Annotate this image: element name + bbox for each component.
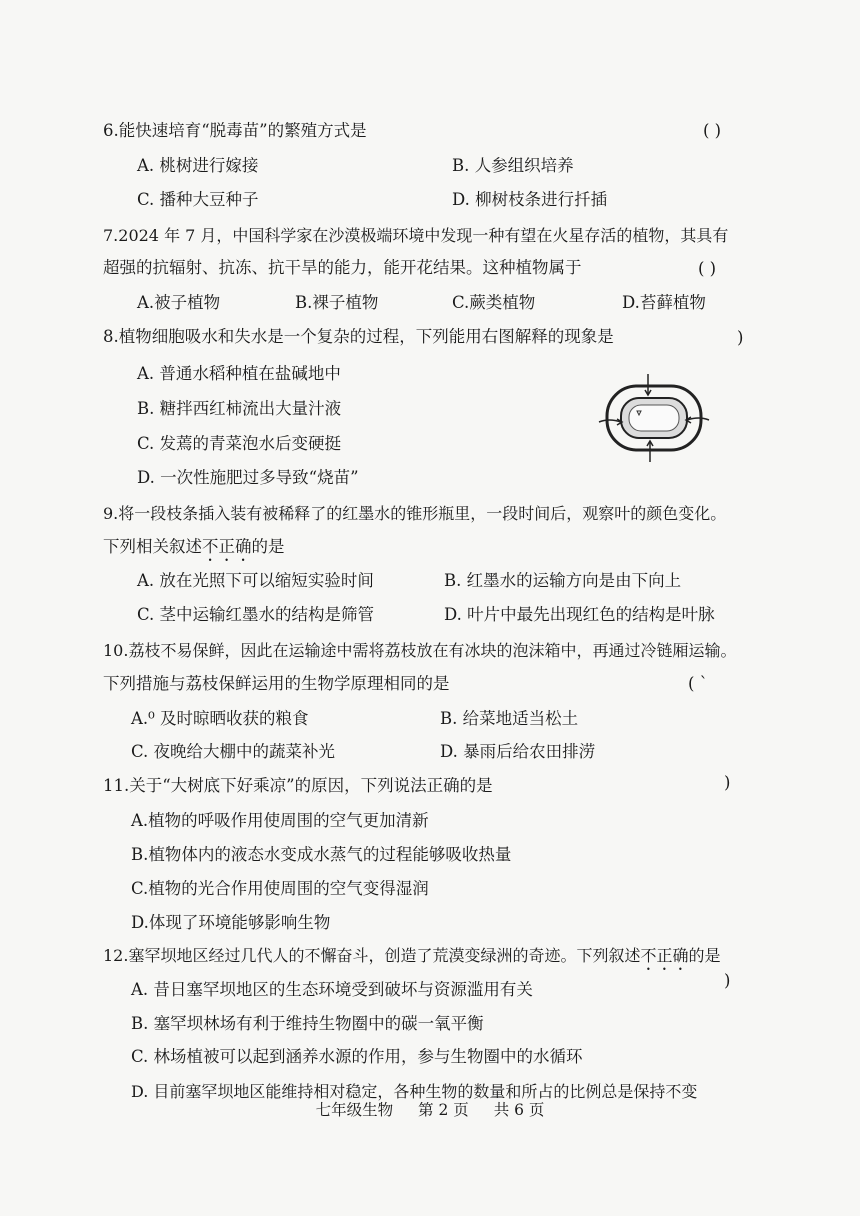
page-footer bbox=[0, 1098, 860, 1120]
q12-stem-part3: 的是 bbox=[688, 946, 721, 965]
q12-option-c: C. 林场植被可以起到涵养水源的作用，参与生物圈中的水循环 bbox=[131, 1047, 583, 1066]
q8-answer-bracket: ) bbox=[737, 328, 744, 347]
q10-stem-line2: 下列措施与荔枝保鲜运用的生物学原理相同的是 bbox=[103, 674, 450, 693]
q7-stem-line2: 超强的抗辐射、抗冻、抗干旱的能力，能开花结果。这种植物属于 bbox=[103, 258, 582, 277]
plant-cell-osmosis-figure bbox=[595, 370, 713, 466]
q9-stem-part1: 下列相关叙述 bbox=[103, 537, 202, 556]
q8-option-a: A. 普通水稻种植在盐碱地中 bbox=[137, 364, 341, 383]
footer-total-pages: 共 6 页 bbox=[493, 1101, 545, 1119]
q9-option-a: A. 放在光照下可以缩短实验时间 bbox=[137, 571, 374, 590]
q6-option-b: B. 人参组织培养 bbox=[452, 156, 574, 175]
q8-option-d: D. 一次性施肥过多导致“烧苗” bbox=[137, 468, 359, 487]
q7-option-d: D.苔藓植物 bbox=[622, 293, 706, 312]
water-arrow-right bbox=[687, 418, 709, 420]
q11-option-a: A.植物的呼吸作用使周围的空气更加清新 bbox=[131, 811, 429, 830]
q6-stem: 6.能快速培育“脱毒苗”的繁殖方式是 bbox=[103, 121, 367, 140]
q9-stem-part3: 的是 bbox=[251, 537, 285, 556]
q9-stem-line2 bbox=[103, 536, 285, 565]
q8-option-c: C. 发蔫的青菜泡水后变硬挺 bbox=[137, 434, 342, 453]
q7-answer-bracket: ( ) bbox=[698, 259, 717, 278]
q8-stem: 8.植物细胞吸水和失水是一个复杂的过程，下列能用右图解释的现象是 bbox=[103, 327, 614, 346]
q7-option-c: C.蕨类植物 bbox=[452, 293, 536, 312]
q11-answer-bracket: ) bbox=[724, 773, 731, 792]
q6-option-a: A. 桃树进行嫁接 bbox=[137, 156, 259, 175]
q12-option-d: D. 目前塞罕坝地区能维持相对稳定，各种生物的数量和所占的比例总是保持不变 bbox=[131, 1082, 698, 1101]
q10-option-a: A.⁰ 及时晾晒收获的粮食 bbox=[131, 709, 309, 728]
q9-option-d: D. 叶片中最先出现红色的结构是叶脉 bbox=[444, 605, 715, 624]
q7-option-b: B.裸子植物 bbox=[295, 293, 379, 312]
q8-option-b: B. 糖拌西红柿流出大量汁液 bbox=[137, 399, 342, 418]
q11-stem: 11.关于“大树底下好乘凉”的原因，下列说法正确的是 bbox=[103, 776, 493, 795]
q9-option-b: B. 红墨水的运输方向是由下向上 bbox=[444, 571, 682, 590]
water-arrow-left bbox=[599, 420, 621, 422]
q10-option-d: D. 暴雨后给农田排涝 bbox=[440, 742, 596, 761]
q10-option-b: B. 给菜地适当松土 bbox=[440, 709, 579, 728]
q9-emphasis-not-correct: 不正确 bbox=[202, 537, 252, 556]
q7-stem-line1: 7.2024 年 7 月，中国科学家在沙漠极端环境中发现一种有望在火星存活的植物，其具有 bbox=[103, 226, 729, 245]
q10-stem-line1: 10.荔枝不易保鲜，因此在运输途中需将荔枝放在有冰块的泡沫箱中，再通过冷链厢运输。 bbox=[103, 641, 737, 660]
q7-option-a: A.被子植物 bbox=[137, 293, 221, 312]
q12-stem bbox=[103, 945, 720, 974]
q11-option-d: D.体现了环境能够影响生物 bbox=[131, 913, 331, 932]
vacuole bbox=[629, 405, 679, 431]
q6-option-d: D. 柳树枝条进行扦插 bbox=[452, 190, 608, 209]
q9-stem-line1: 9.将一段枝条插入装有被稀释了的红墨水的锥形瓶里，一段时间后，观察叶的颜色变化。 bbox=[103, 504, 727, 523]
q10-option-c: C. 夜晚给大棚中的蔬菜补光 bbox=[131, 742, 336, 761]
q6-answer-bracket: ( ) bbox=[703, 121, 722, 140]
q11-option-b: B.植物体内的液态水变成水蒸气的过程能够吸收热量 bbox=[131, 845, 512, 864]
q12-option-a: A. 昔日塞罕坝地区的生态环境受到破坏与资源滥用有关 bbox=[131, 980, 533, 999]
q10-answer-bracket: ( ` bbox=[688, 674, 708, 693]
q12-answer-bracket: ) bbox=[724, 971, 731, 990]
q6-option-c: C. 播种大豆种子 bbox=[137, 190, 259, 209]
q9-option-c: C. 茎中运输红墨水的结构是筛管 bbox=[137, 605, 375, 624]
q12-option-b: B. 塞罕坝林场有利于维持生物圈中的碳一氧平衡 bbox=[131, 1014, 484, 1033]
q12-stem-part1: 12.塞罕坝地区经过几代人的不懈奋斗，创造了荒漠变绿洲的奇迹。下列叙述 bbox=[103, 946, 641, 965]
q11-option-c: C.植物的光合作用使周围的空气变得湿润 bbox=[131, 879, 429, 898]
footer-subject: 七年级生物 bbox=[315, 1101, 394, 1119]
q12-emphasis-not-correct: 不正确 bbox=[640, 946, 689, 965]
footer-page-number: 第 2 页 bbox=[418, 1101, 469, 1119]
